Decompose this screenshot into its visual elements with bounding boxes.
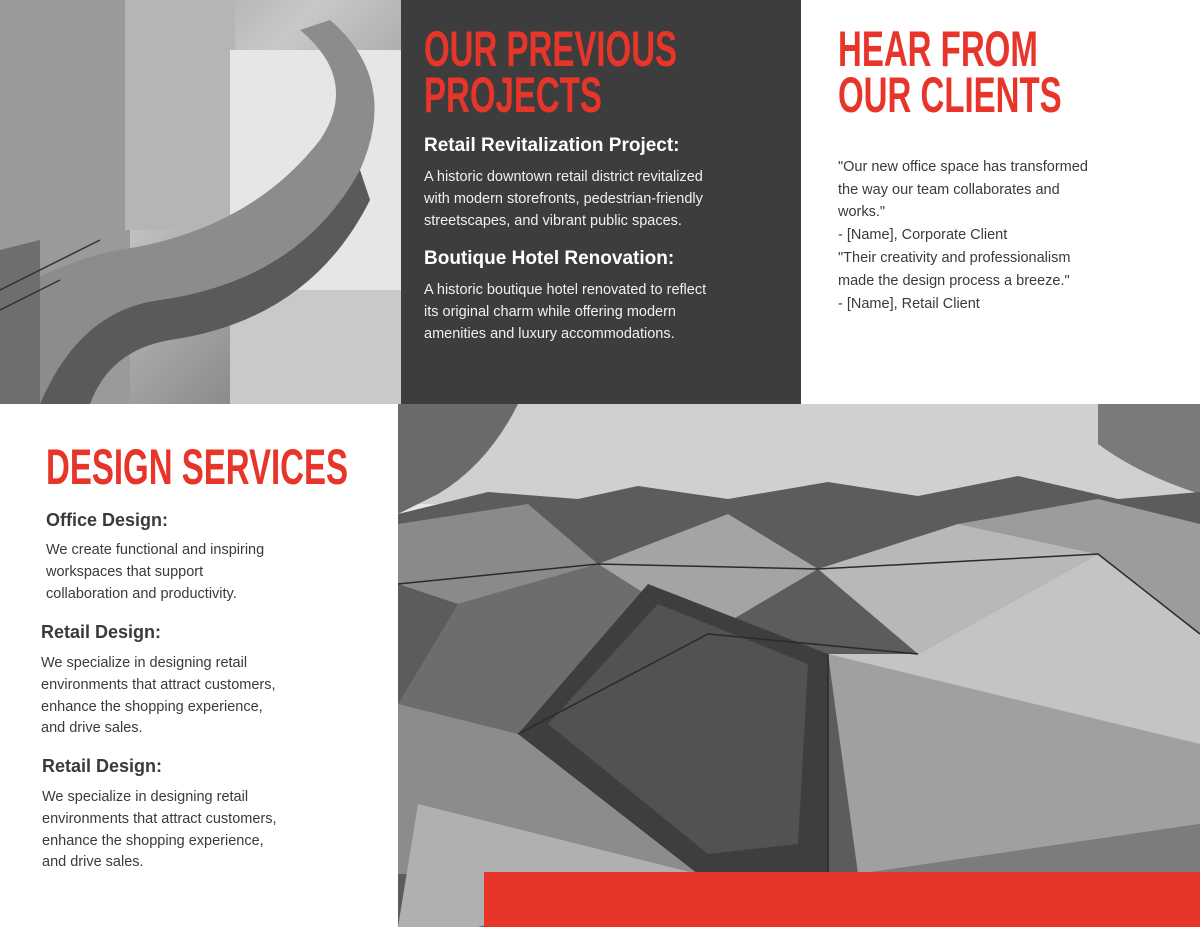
spiral-staircase-photo xyxy=(0,0,401,404)
project-heading: Boutique Hotel Renovation: xyxy=(424,248,675,269)
clients-title-line2: OUR CLIENTS xyxy=(838,67,1062,123)
previous-projects-panel xyxy=(401,0,801,404)
testimonial-quote: "Our new office space has transformed the way our team collaborates and works." xyxy=(838,159,1088,221)
testimonial-quote: "Their creativity and professionalism made the design process a breeze." xyxy=(838,250,1071,289)
service-heading: Retail Design: xyxy=(41,622,162,642)
service-description: We specialize in designing retail environments that attract customers, enhance the shopping experience, and drive sales. xyxy=(41,655,276,737)
testimonial-author: - [Name], Corporate Client xyxy=(838,227,1008,243)
projects-title-line1: OUR PREVIOUS xyxy=(424,21,678,77)
project-heading: Retail Revitalization Project: xyxy=(424,135,680,156)
service-heading: Office Design: xyxy=(46,510,169,530)
projects-title-line2: PROJECTS xyxy=(424,67,602,123)
geometric-roof-photo xyxy=(398,404,1200,927)
service-description: We specialize in designing retail environments that attract customers, enhance the shopping experience, and drive sales. xyxy=(42,789,277,871)
accent-bar xyxy=(484,872,1200,927)
testimonial-author: - [Name], Retail Client xyxy=(838,296,980,312)
project-description: A historic boutique hotel renovated to reflect its original charm while offering modern amenities and luxury accommodations. xyxy=(424,282,707,342)
testimonials-panel xyxy=(801,0,1200,404)
services-title: DESIGN SERVICES xyxy=(46,439,348,495)
service-heading: Retail Design: xyxy=(42,756,163,776)
design-services-panel xyxy=(0,404,398,927)
clients-title-line1: HEAR FROM xyxy=(838,21,1038,77)
project-description: A historic downtown retail district revitalized with modern storefronts, pedestrian-friendly streetscapes, and vibrant public spaces. xyxy=(424,169,703,229)
service-description: We create functional and inspiring workspaces that support collaboration and productivity. xyxy=(46,542,265,602)
